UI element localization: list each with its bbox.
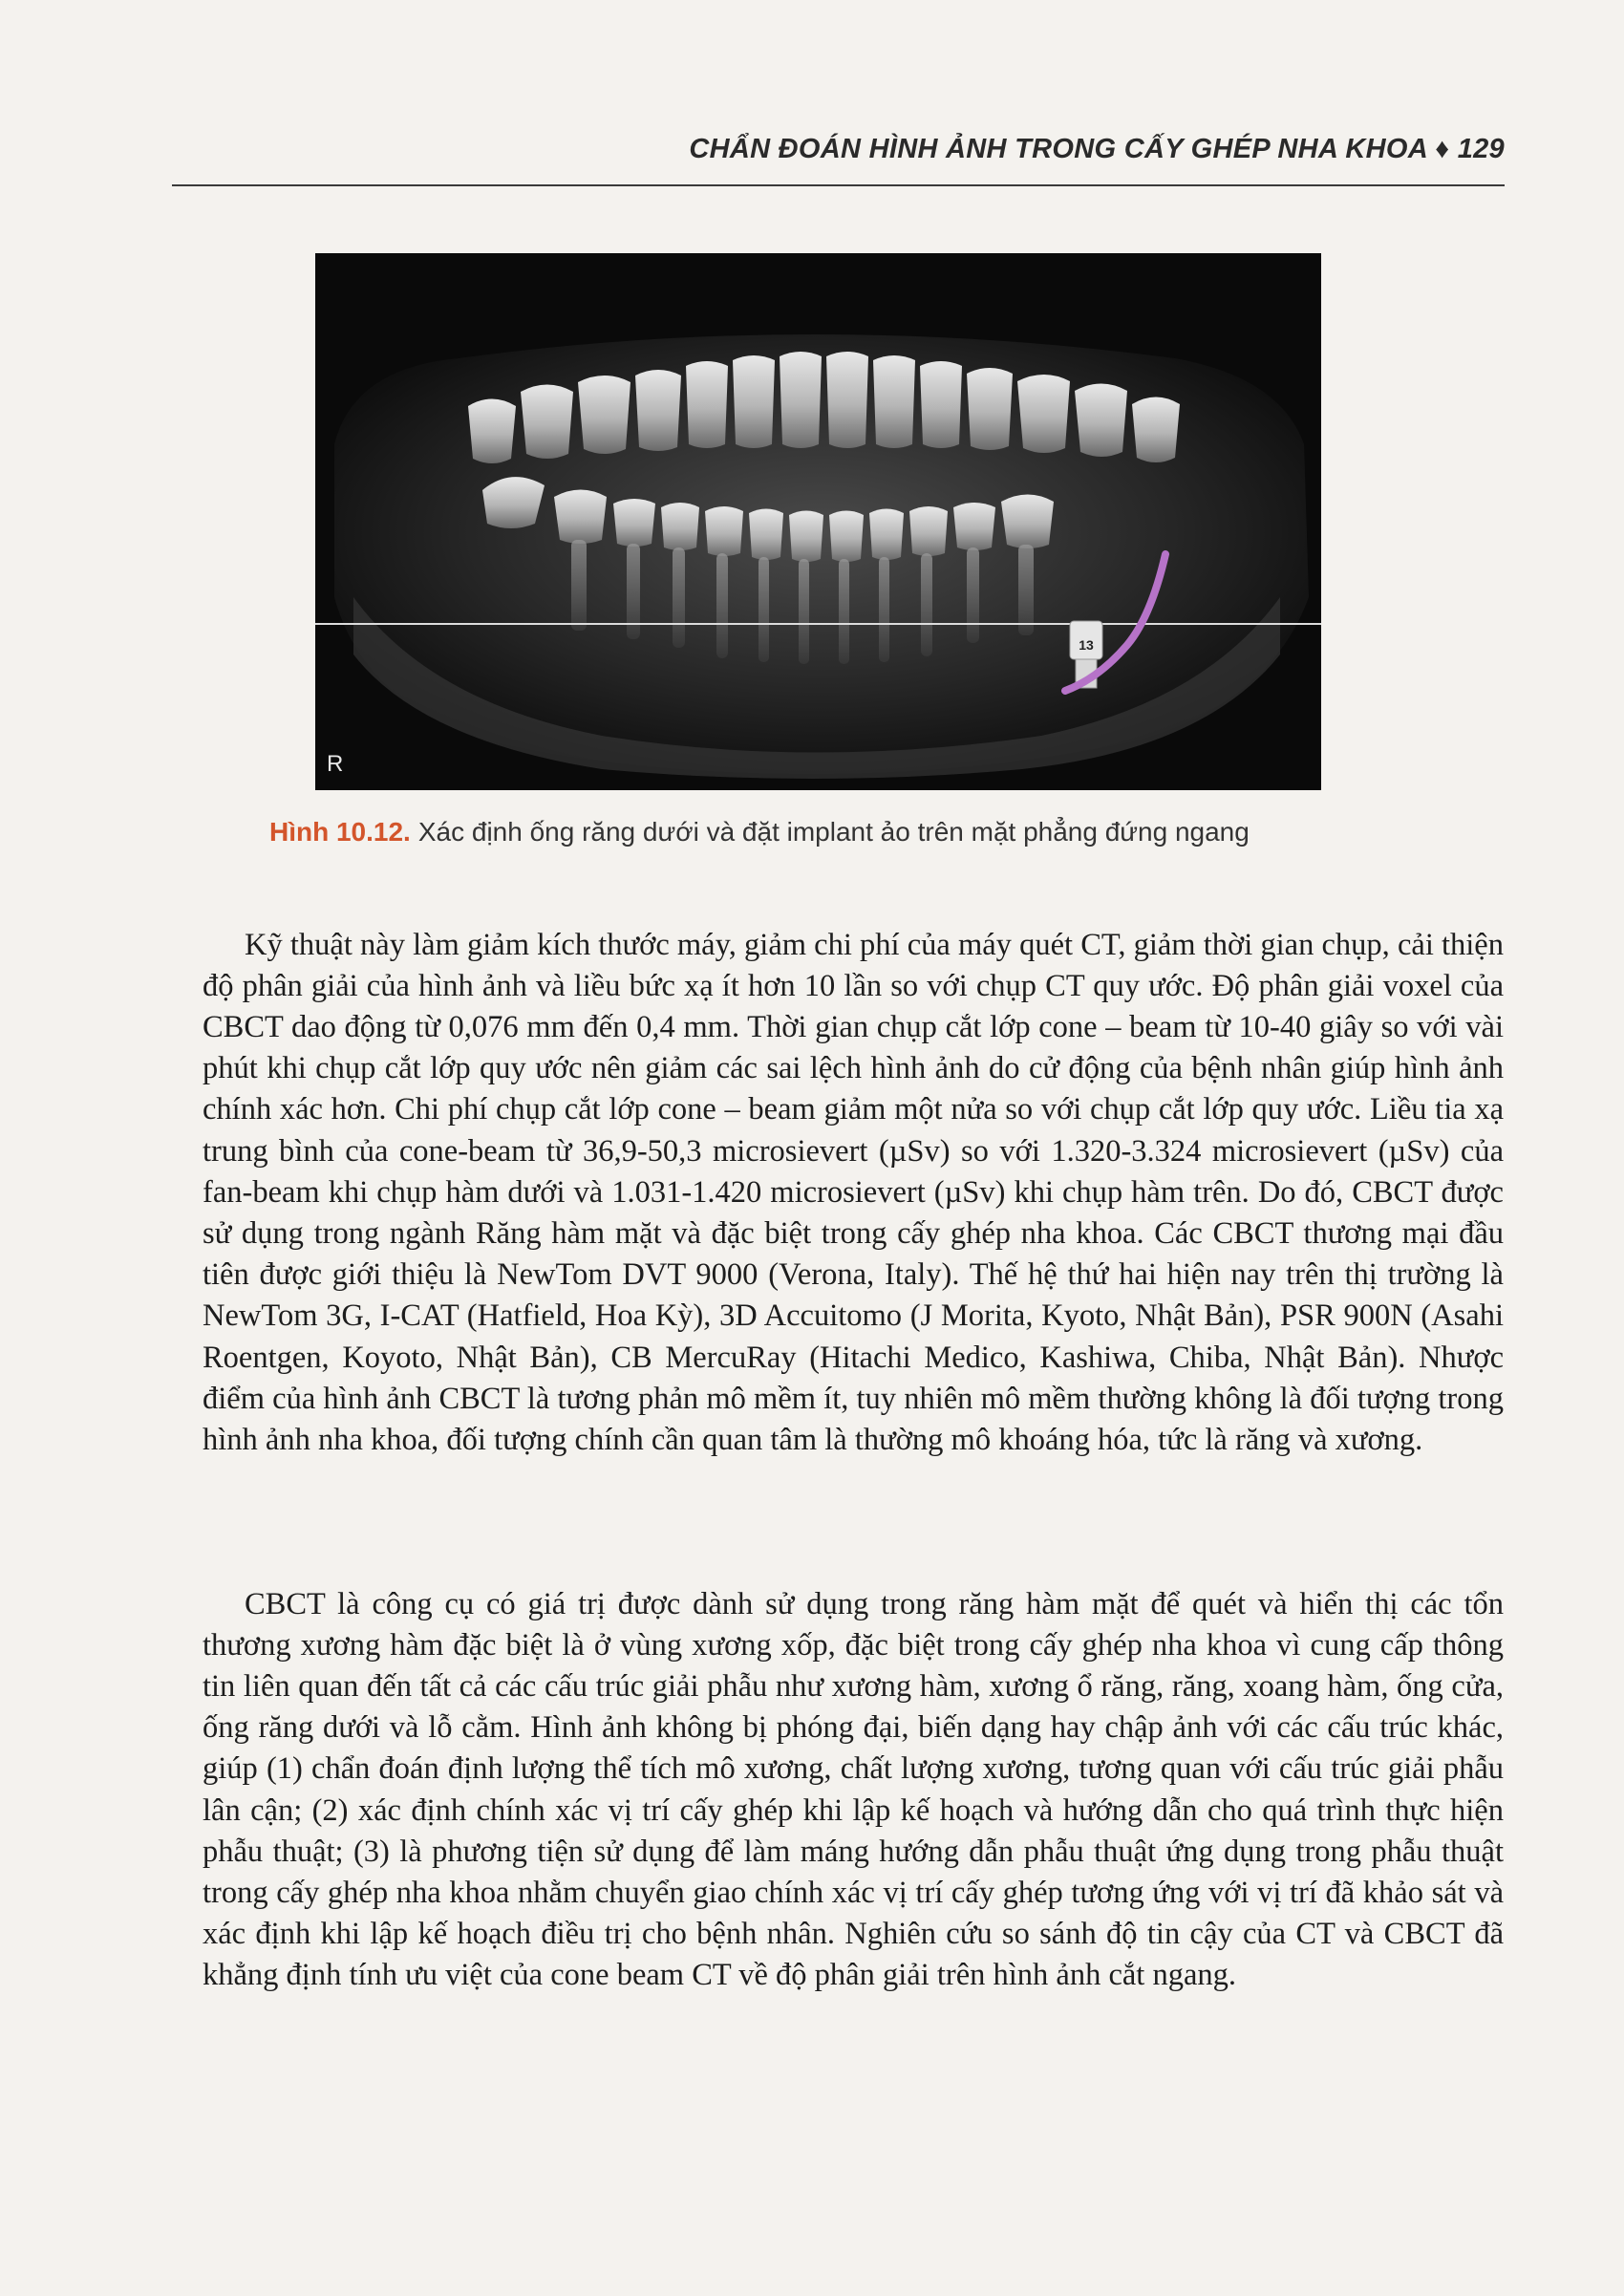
- upper-tooth: [920, 361, 962, 448]
- page-number: 129: [1457, 134, 1505, 164]
- figure-caption: [269, 817, 1416, 848]
- upper-tooth: [1132, 397, 1180, 463]
- lower-tooth: [705, 506, 743, 556]
- lower-tooth: [749, 509, 783, 561]
- lower-tooth: [909, 506, 948, 556]
- upper-tooth: [826, 352, 868, 448]
- header-rule: [172, 184, 1505, 186]
- lower-tooth: [661, 503, 699, 550]
- upper-tooth: [733, 355, 775, 448]
- lower-tooth: [829, 511, 864, 563]
- lower-tooth: [482, 477, 545, 528]
- side-label: R: [327, 751, 344, 777]
- caption-number: Hình 10.12.: [269, 817, 411, 847]
- diamond-separator-icon: ♦: [1435, 134, 1450, 164]
- panoramic-cbct-image: [315, 253, 1321, 790]
- implant-label: 13: [1079, 637, 1094, 653]
- panoramic-jaw-illustration: [315, 253, 1321, 790]
- lower-tooth: [554, 490, 607, 545]
- upper-tooth: [780, 352, 822, 448]
- upper-tooth: [967, 368, 1013, 450]
- upper-tooth: [873, 355, 915, 448]
- upper-tooth: [521, 385, 573, 460]
- lower-tooth: [1001, 495, 1054, 549]
- lower-tooth: [789, 511, 823, 563]
- upper-tooth: [1017, 375, 1070, 453]
- upper-tooth: [468, 399, 516, 464]
- upper-tooth: [578, 376, 630, 454]
- upper-tooth: [635, 370, 681, 451]
- lower-tooth: [953, 503, 995, 550]
- caption-text: Xác định ống răng dưới và đặt implant ảo trên mặt phẳng đứng ngang: [417, 817, 1250, 847]
- running-title: CHẨN ĐOÁN HÌNH ẢNH TRONG CẤY GHÉP NHA KHOA: [689, 134, 1427, 164]
- lower-tooth: [613, 499, 655, 547]
- running-header: [172, 134, 1505, 165]
- upper-tooth: [1075, 384, 1127, 458]
- upper-tooth: [686, 361, 728, 448]
- paragraph-2: CBCT là công cụ có giá trị được dành sử dụng trong răng hàm mặt để quét và hiển thị các tổn thương xương hàm đặc biệt là ở vùng xương xốp, đặc biệt trong cấy ghép nha khoa vì cung cấp thông tin liên quan đến tất cả các cấu trúc giải phẫu như xương hàm, xương ổ răng, răng, xoang hàm, ống cửa, ống răng dưới và lỗ cằm. Hình ảnh không bị phóng đại, biến dạng hay chập ảnh với các cấu trúc khác, giúp (1) chẩn đoán định lượng thể tích mô xương, chất lượng xương, tương quan với cấu trúc giải phẫu lân cận; (2) xác định chính xác vị trí cấy ghép khi lập kế hoạch và hướng dẫn cho quá trình thực hiện phẫu thuật; (3) là phương tiện sử dụng để làm máng hướng dẫn phẫu thuật ứng dụng trong phẫu thuật trong cấy ghép nha khoa nhằm chuyển giao chính xác vị trí cấy ghép tương ứng với vị trí đã khảo sát và xác định khi lập kế hoạch điều trị cho bệnh nhân. Nghiên cứu so sánh độ tin cậy của CT và CBCT đã khẳng định tính ưu việt của cone beam CT về độ phân giải trên hình ảnh cắt ngang.: [203, 1586, 1504, 1993]
- lower-tooth: [869, 509, 904, 561]
- paragraph-1: Kỹ thuật này làm giảm kích thước máy, giảm chi phí của máy quét CT, giảm thời gian chụp, cải thiện độ phân giải của hình ảnh và liều bức xạ ít hơn 10 lần so với chụp CT quy ước. Độ phân giải voxel của CBCT dao động từ 0,076 mm đến 0,4 mm. Thời gian chụp cắt lớp cone – beam từ 10-40 giây so với vài phút khi chụp cắt lớp quy ước nên giảm các sai lệch hình ảnh do cử động của bệnh nhân giúp hình ảnh chính xác hơn. Chi phí chụp cắt lớp cone – beam giảm một nửa so với chụp cắt lớp quy ước. Liều tia xạ trung bình của cone-beam từ 36,9-50,3 microsievert (µSv) so với 1.320-3.324 microsievert (µSv) của fan-beam khi chụp hàm dưới và 1.031-1.420 microsievert (µSv) khi chụp hàm trên. Do đó, CBCT được sử dụng trong ngành Răng hàm mặt và đặc biệt trong cấy ghép nha khoa. Các CBCT thương mại đầu tiên được giới thiệu là NewTom DVT 9000 (Verona, Italy). Thế hệ thứ hai hiện nay trên thị trường là NewTom 3G, I-CAT (Hatfield, Hoa Kỳ), 3D Accuitomo (J Morita, Kyoto, Nhật Bản), PSR 900N (Asahi Roentgen, Koyoto, Nhật Bản), CB MercuRay (Hitachi Medico, Kashiwa, Chiba, Nhật Bản). Nhược điểm của hình ảnh CBCT là tương phản mô mềm ít, tuy nhiên mô mềm thường không là đối tượng trong hình ảnh nha khoa, đối tượng chính cần quan tâm là thường mô khoáng hóa, tức là răng và xương.: [203, 927, 1504, 1457]
